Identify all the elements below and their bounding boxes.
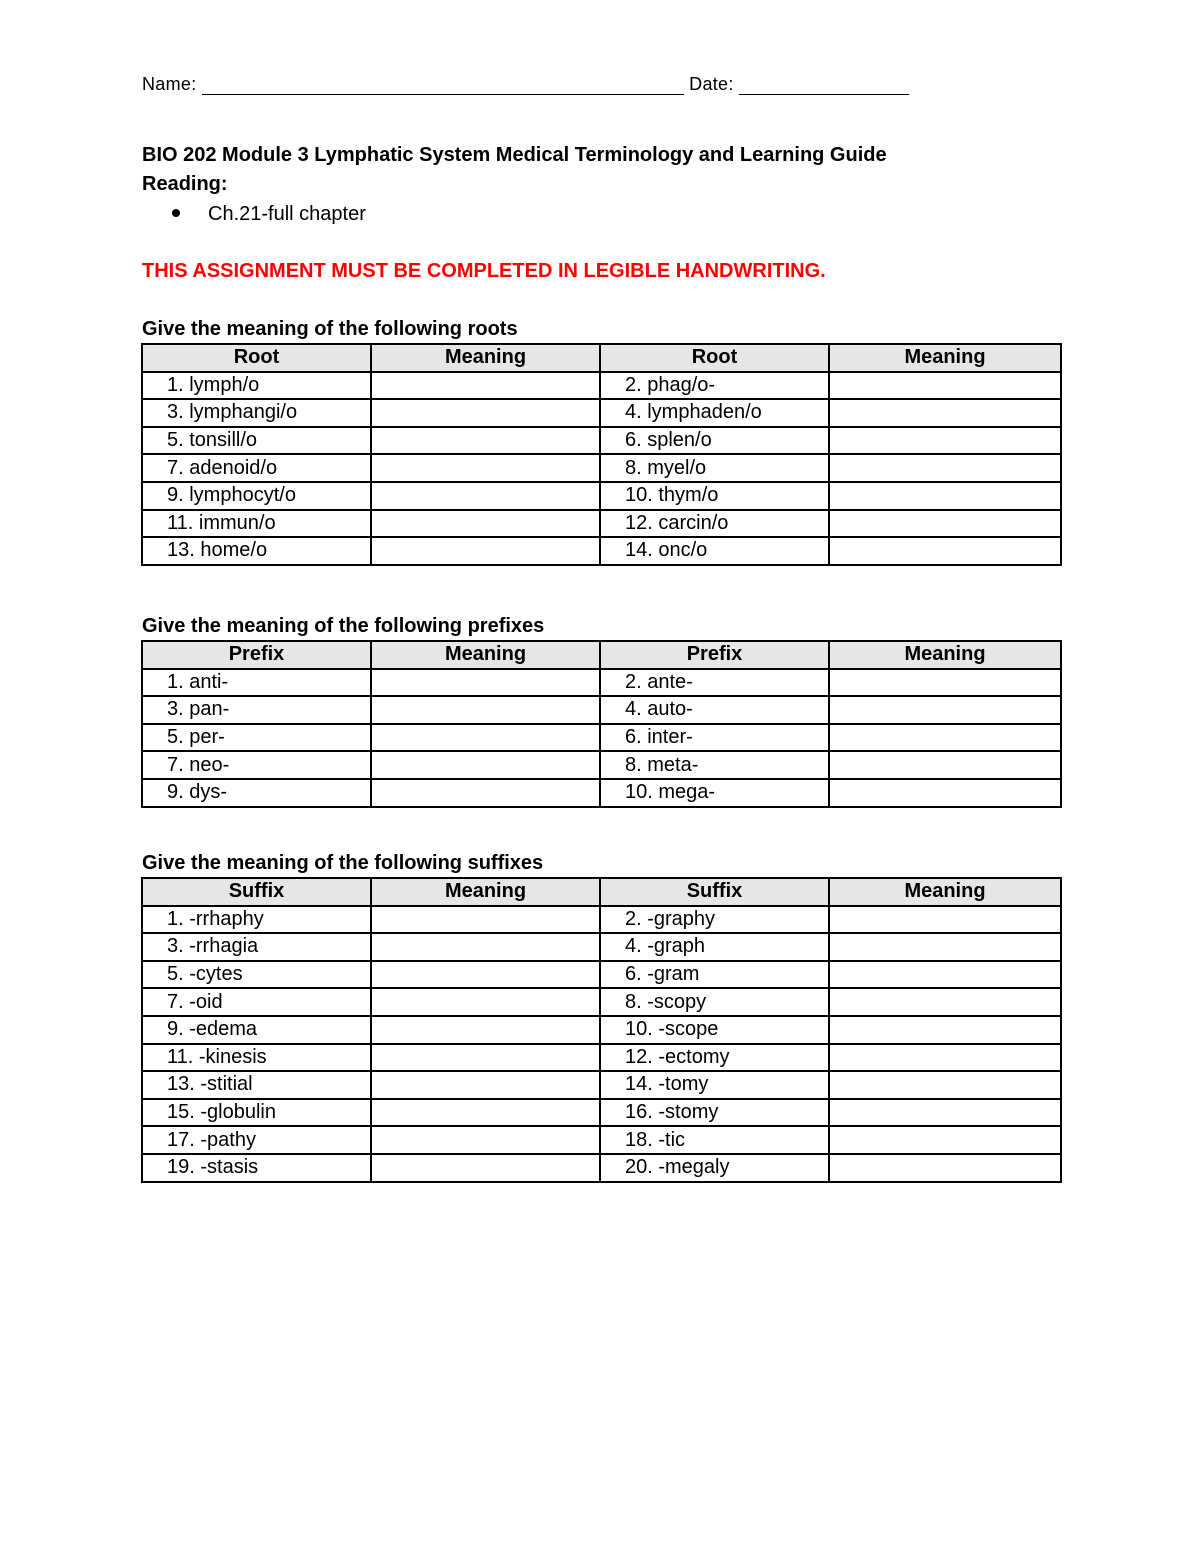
table-row: [142, 724, 1061, 752]
table-row: [142, 933, 1061, 961]
meaning-answer-cell[interactable]: [371, 537, 600, 565]
meaning-answer-cell[interactable]: [829, 751, 1061, 779]
term-cell: 10. thym/o: [600, 482, 829, 510]
meaning-answer-cell[interactable]: [371, 696, 600, 724]
meaning-answer-cell[interactable]: [829, 1154, 1061, 1182]
term-cell: 7. adenoid/o: [142, 454, 371, 482]
term-cell: 11. -kinesis: [142, 1044, 371, 1072]
meaning-answer-cell[interactable]: [371, 1154, 600, 1182]
term-cell: 8. -scopy: [600, 988, 829, 1016]
term-cell: 8. meta-: [600, 751, 829, 779]
meaning-answer-cell[interactable]: [829, 427, 1061, 455]
term-cell: 6. splen/o: [600, 427, 829, 455]
column-header: Meaning: [829, 641, 1061, 669]
column-header: Prefix: [600, 641, 829, 669]
reading-list-item: [172, 203, 366, 226]
term-cell: 1. lymph/o: [142, 372, 371, 400]
column-header: Meaning: [371, 641, 600, 669]
meaning-answer-cell[interactable]: [371, 1016, 600, 1044]
term-cell: 18. -tic: [600, 1126, 829, 1154]
term-cell: 10. mega-: [600, 779, 829, 807]
meaning-answer-cell[interactable]: [829, 399, 1061, 427]
meaning-answer-cell[interactable]: [371, 988, 600, 1016]
term-cell: 1. -rrhaphy: [142, 906, 371, 934]
meaning-answer-cell[interactable]: [829, 779, 1061, 807]
table-row: [142, 906, 1061, 934]
name-date-line: [142, 74, 909, 95]
term-cell: 15. -globulin: [142, 1099, 371, 1127]
table-row: [142, 779, 1061, 807]
suffixes-table: [141, 877, 1062, 1183]
table-row: [142, 1044, 1061, 1072]
term-cell: 5. -cytes: [142, 961, 371, 989]
column-header: Meaning: [829, 878, 1061, 906]
meaning-answer-cell[interactable]: [829, 961, 1061, 989]
meaning-answer-cell[interactable]: [371, 933, 600, 961]
meaning-answer-cell[interactable]: [829, 1126, 1061, 1154]
meaning-answer-cell[interactable]: [829, 988, 1061, 1016]
term-cell: 3. pan-: [142, 696, 371, 724]
meaning-answer-cell[interactable]: [829, 696, 1061, 724]
table-header-row: [142, 878, 1061, 906]
table-row: [142, 399, 1061, 427]
date-label: Date:: [689, 74, 734, 94]
meaning-answer-cell[interactable]: [829, 906, 1061, 934]
term-cell: 14. onc/o: [600, 537, 829, 565]
meaning-answer-cell[interactable]: [371, 1071, 600, 1099]
table-row: [142, 988, 1061, 1016]
column-header: Suffix: [600, 878, 829, 906]
meaning-answer-cell[interactable]: [829, 1099, 1061, 1127]
term-cell: 4. auto-: [600, 696, 829, 724]
term-cell: 3. -rrhagia: [142, 933, 371, 961]
meaning-answer-cell[interactable]: [829, 482, 1061, 510]
meaning-answer-cell[interactable]: [371, 454, 600, 482]
term-cell: 5. tonsill/o: [142, 427, 371, 455]
table-row: [142, 454, 1061, 482]
term-cell: 2. phag/o-: [600, 372, 829, 400]
meaning-answer-cell[interactable]: [371, 779, 600, 807]
column-header: Prefix: [142, 641, 371, 669]
term-cell: 4. -graph: [600, 933, 829, 961]
meaning-answer-cell[interactable]: [829, 1071, 1061, 1099]
term-cell: 19. -stasis: [142, 1154, 371, 1182]
term-cell: 14. -tomy: [600, 1071, 829, 1099]
meaning-answer-cell[interactable]: [371, 669, 600, 697]
term-cell: 11. immun/o: [142, 510, 371, 538]
table-row: [142, 669, 1061, 697]
table-row: [142, 1071, 1061, 1099]
meaning-answer-cell[interactable]: [371, 427, 600, 455]
table-row: [142, 961, 1061, 989]
name-field[interactable]: [202, 76, 684, 95]
meaning-answer-cell[interactable]: [371, 906, 600, 934]
term-cell: 7. neo-: [142, 751, 371, 779]
table-row: [142, 1016, 1061, 1044]
term-cell: 13. home/o: [142, 537, 371, 565]
table-row: [142, 427, 1061, 455]
term-cell: 12. carcin/o: [600, 510, 829, 538]
handwriting-warning: THIS ASSIGNMENT MUST BE COMPLETED IN LEGIBLE HANDWRITING.: [142, 260, 826, 282]
term-cell: 2. -graphy: [600, 906, 829, 934]
table-row: [142, 482, 1061, 510]
meaning-answer-cell[interactable]: [829, 510, 1061, 538]
roots-section-title: Give the meaning of the following roots: [142, 318, 518, 340]
term-cell: 2. ante-: [600, 669, 829, 697]
meaning-answer-cell[interactable]: [371, 1126, 600, 1154]
term-cell: 1. anti-: [142, 669, 371, 697]
meaning-answer-cell[interactable]: [829, 724, 1061, 752]
meaning-answer-cell[interactable]: [829, 454, 1061, 482]
table-row: [142, 537, 1061, 565]
term-cell: 6. inter-: [600, 724, 829, 752]
meaning-answer-cell[interactable]: [371, 482, 600, 510]
meaning-answer-cell[interactable]: [371, 1099, 600, 1127]
suffixes-section-title: Give the meaning of the following suffixes: [142, 852, 544, 874]
term-cell: 8. myel/o: [600, 454, 829, 482]
column-header: Root: [600, 344, 829, 372]
meaning-answer-cell[interactable]: [829, 1016, 1061, 1044]
prefixes-section-title: Give the meaning of the following prefixes: [142, 615, 545, 637]
meaning-answer-cell[interactable]: [371, 399, 600, 427]
table-header-row: [142, 344, 1061, 372]
term-cell: 17. -pathy: [142, 1126, 371, 1154]
term-cell: 9. lymphocyt/o: [142, 482, 371, 510]
term-cell: 6. -gram: [600, 961, 829, 989]
reading-label: Reading:: [142, 173, 228, 195]
term-cell: 16. -stomy: [600, 1099, 829, 1127]
meaning-answer-cell[interactable]: [371, 1044, 600, 1072]
meaning-answer-cell[interactable]: [829, 372, 1061, 400]
column-header: Meaning: [829, 344, 1061, 372]
term-cell: 9. dys-: [142, 779, 371, 807]
meaning-answer-cell[interactable]: [829, 669, 1061, 697]
date-field[interactable]: [739, 76, 909, 95]
column-header: Meaning: [371, 878, 600, 906]
meaning-answer-cell[interactable]: [371, 510, 600, 538]
term-cell: 12. -ectomy: [600, 1044, 829, 1072]
meaning-answer-cell[interactable]: [371, 724, 600, 752]
term-cell: 3. lymphangi/o: [142, 399, 371, 427]
table-row: [142, 372, 1061, 400]
meaning-answer-cell[interactable]: [829, 537, 1061, 565]
term-cell: 20. -megaly: [600, 1154, 829, 1182]
term-cell: 13. -stitial: [142, 1071, 371, 1099]
page-title: BIO 202 Module 3 Lymphatic System Medical Terminology and Learning Guide: [142, 144, 887, 166]
name-label: Name:: [142, 74, 197, 94]
term-cell: 10. -scope: [600, 1016, 829, 1044]
column-header: Suffix: [142, 878, 371, 906]
table-row: [142, 1126, 1061, 1154]
roots-table: [141, 343, 1062, 566]
prefixes-table: [141, 640, 1062, 808]
meaning-answer-cell[interactable]: [371, 961, 600, 989]
table-header-row: [142, 641, 1061, 669]
column-header: Meaning: [371, 344, 600, 372]
meaning-answer-cell[interactable]: [829, 933, 1061, 961]
meaning-answer-cell[interactable]: [371, 372, 600, 400]
column-header: Root: [142, 344, 371, 372]
term-cell: 5. per-: [142, 724, 371, 752]
table-row: [142, 751, 1061, 779]
table-row: [142, 510, 1061, 538]
table-row: [142, 1099, 1061, 1127]
bullet-icon: [172, 209, 180, 217]
term-cell: 4. lymphaden/o: [600, 399, 829, 427]
meaning-answer-cell[interactable]: [829, 1044, 1061, 1072]
meaning-answer-cell[interactable]: [371, 751, 600, 779]
table-row: [142, 696, 1061, 724]
term-cell: 9. -edema: [142, 1016, 371, 1044]
table-row: [142, 1154, 1061, 1182]
reading-item-text: Ch.21-full chapter: [208, 203, 366, 225]
term-cell: 7. -oid: [142, 988, 371, 1016]
